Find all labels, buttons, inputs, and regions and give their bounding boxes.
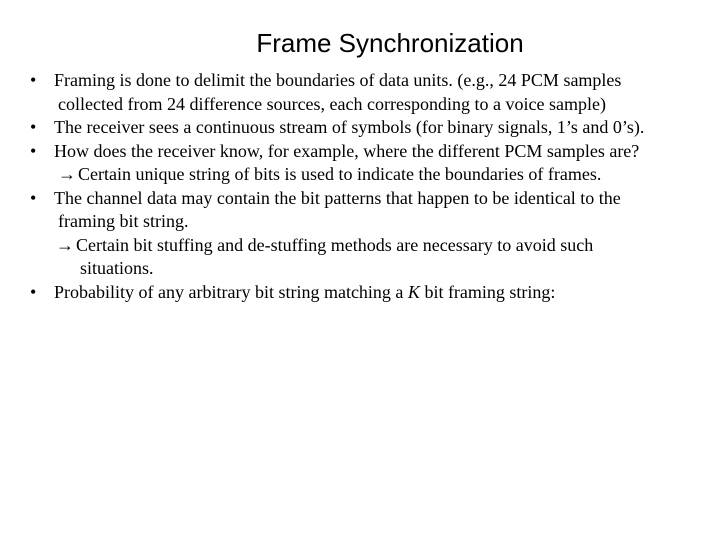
- bullet-item: [30, 187, 720, 211]
- sub-point-text: Certain unique string of bits is used to indicate the boundaries of frames.: [78, 164, 602, 184]
- bullet-item: [30, 281, 720, 305]
- slide-title: Frame Synchronization: [256, 28, 524, 58]
- bullet-text: How does the receiver know, for example, where the different PCM samples are?: [54, 140, 640, 161]
- sub-point-text: situations.: [80, 258, 154, 278]
- bullet-text: Probability of any arbitrary bit string matching a: [54, 281, 408, 302]
- bullet-item: [30, 69, 720, 93]
- bullet-item: [30, 140, 720, 164]
- bullet-marker: •: [30, 140, 37, 161]
- bullet-item: [30, 116, 720, 140]
- bullet-continuation: [30, 210, 720, 234]
- bullet-text: collected from 24 difference sources, each corresponding to a voice sample): [58, 93, 606, 114]
- bullet-marker: •: [30, 117, 37, 137]
- sub-point-continuation: [30, 257, 720, 281]
- sub-point-text: Certain bit stuffing and de-stuffing methods are necessary to avoid such: [76, 234, 594, 255]
- bullet-text: Framing is done to delimit the boundaries of data units. (e.g., 24 PCM samples: [54, 70, 622, 90]
- bullet-continuation: [30, 93, 720, 117]
- bullet-text: The receiver sees a continuous stream of symbols (for binary signals, 1’s and 0’s).: [54, 117, 645, 137]
- variable-k: K: [407, 281, 420, 302]
- bullet-marker: •: [30, 187, 37, 208]
- bullet-text: bit framing string:: [419, 281, 556, 302]
- bullet-text: framing bit string.: [58, 211, 189, 231]
- arrow-icon: →: [56, 234, 74, 255]
- bullet-marker: •: [30, 281, 37, 302]
- bullet-text: The channel data may contain the bit patterns that happen to be identical to the: [54, 187, 621, 208]
- arrow-icon: →: [58, 164, 76, 184]
- bullet-list: [30, 69, 720, 304]
- sub-point: [30, 234, 720, 258]
- sub-point: [30, 163, 720, 187]
- bullet-marker: •: [30, 70, 37, 90]
